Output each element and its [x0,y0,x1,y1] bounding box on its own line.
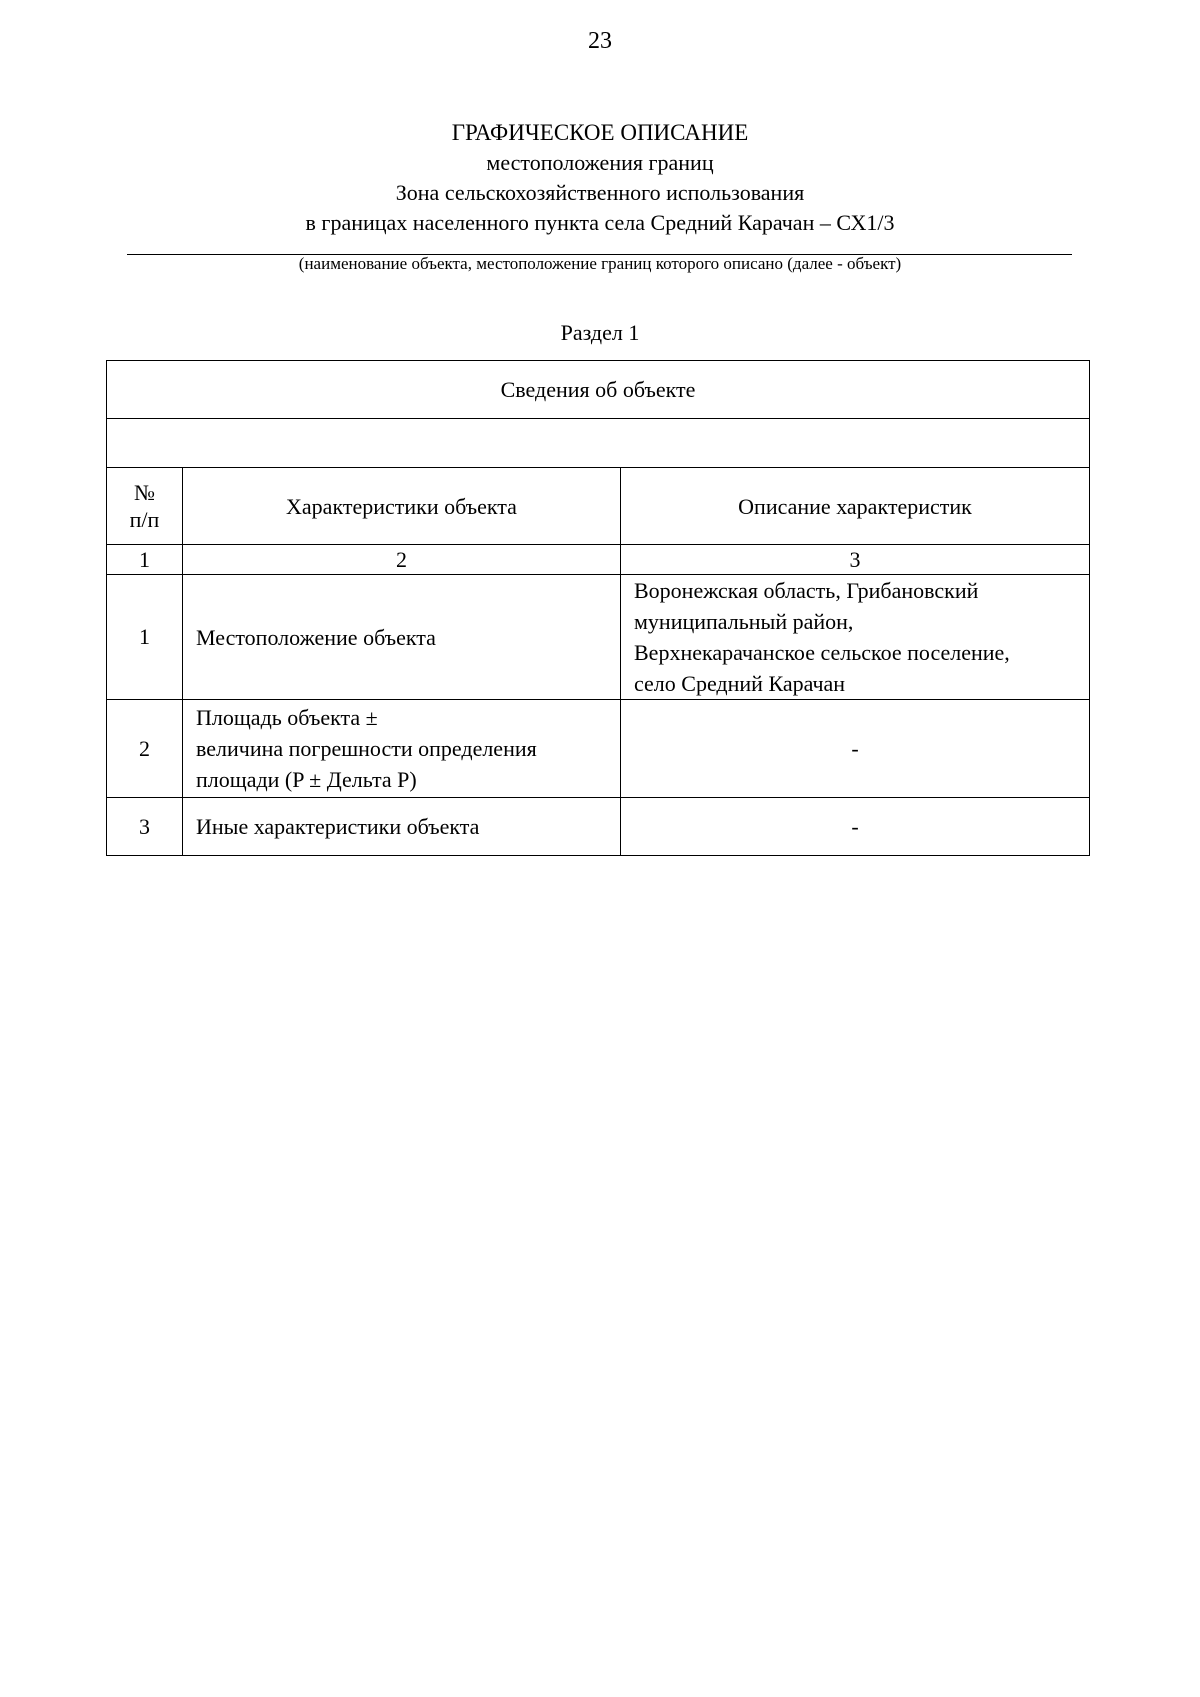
object-info-table [106,360,1090,856]
column-index-2: 2 [183,545,621,575]
row-number: 1 [107,575,183,700]
row-characteristic [183,700,621,798]
section-label: Раздел 1 [560,320,640,345]
object-caption: (наименование объекта, местоположение границ которого описано (далее - объект) [298,254,902,273]
description-line: Воронежская область, Грибановский [634,578,979,603]
characteristic-line: величина погрешности определения [196,736,537,761]
row-description: - [621,700,1090,798]
description-line: муниципальный район, [634,609,854,634]
header-num-cell [107,468,183,545]
header-num-symbol: № [134,480,155,505]
document-title: ГРАФИЧЕСКОЕ ОПИСАНИЕ [451,120,749,145]
subtitle-line-2: Зона сельскохозяйственного использования [395,180,805,205]
subtitle-line-3: в границах населенного пункта села Средний Карачан – СХ1/3 [305,210,895,235]
characteristic-line: Площадь объекта ± [196,705,378,730]
description-line: Верхнекарачанское сельское поселение, [634,640,1010,665]
table-blank-row [107,419,1090,468]
table-row [107,700,1090,798]
row-number: 2 [107,700,183,798]
row-number: 3 [107,798,183,856]
page-number: 23 [588,28,612,54]
column-index-row [107,545,1090,575]
header-characteristics: Характеристики объекта [183,468,621,545]
header-num-abbrev: п/п [129,507,160,532]
table-title-row [107,361,1090,419]
description-line: село Средний Карачан [634,671,846,696]
row-characteristic: Местоположение объекта [183,575,621,700]
blank-cell [107,419,1090,468]
characteristic-line: площади (P ± Дельта P) [196,767,417,792]
document-header [0,118,1200,238]
table-row [107,798,1090,856]
header-description: Описание характеристик [621,468,1090,545]
table-row [107,575,1090,700]
row-characteristic: Иные характеристики объекта [183,798,621,856]
table-header-row [107,468,1090,545]
row-description: - [621,798,1090,856]
table-title: Сведения об объекте [107,361,1090,419]
subtitle-line-1: местоположения границ [486,150,714,175]
row-description [621,575,1090,700]
column-index-3: 3 [621,545,1090,575]
column-index-1: 1 [107,545,183,575]
